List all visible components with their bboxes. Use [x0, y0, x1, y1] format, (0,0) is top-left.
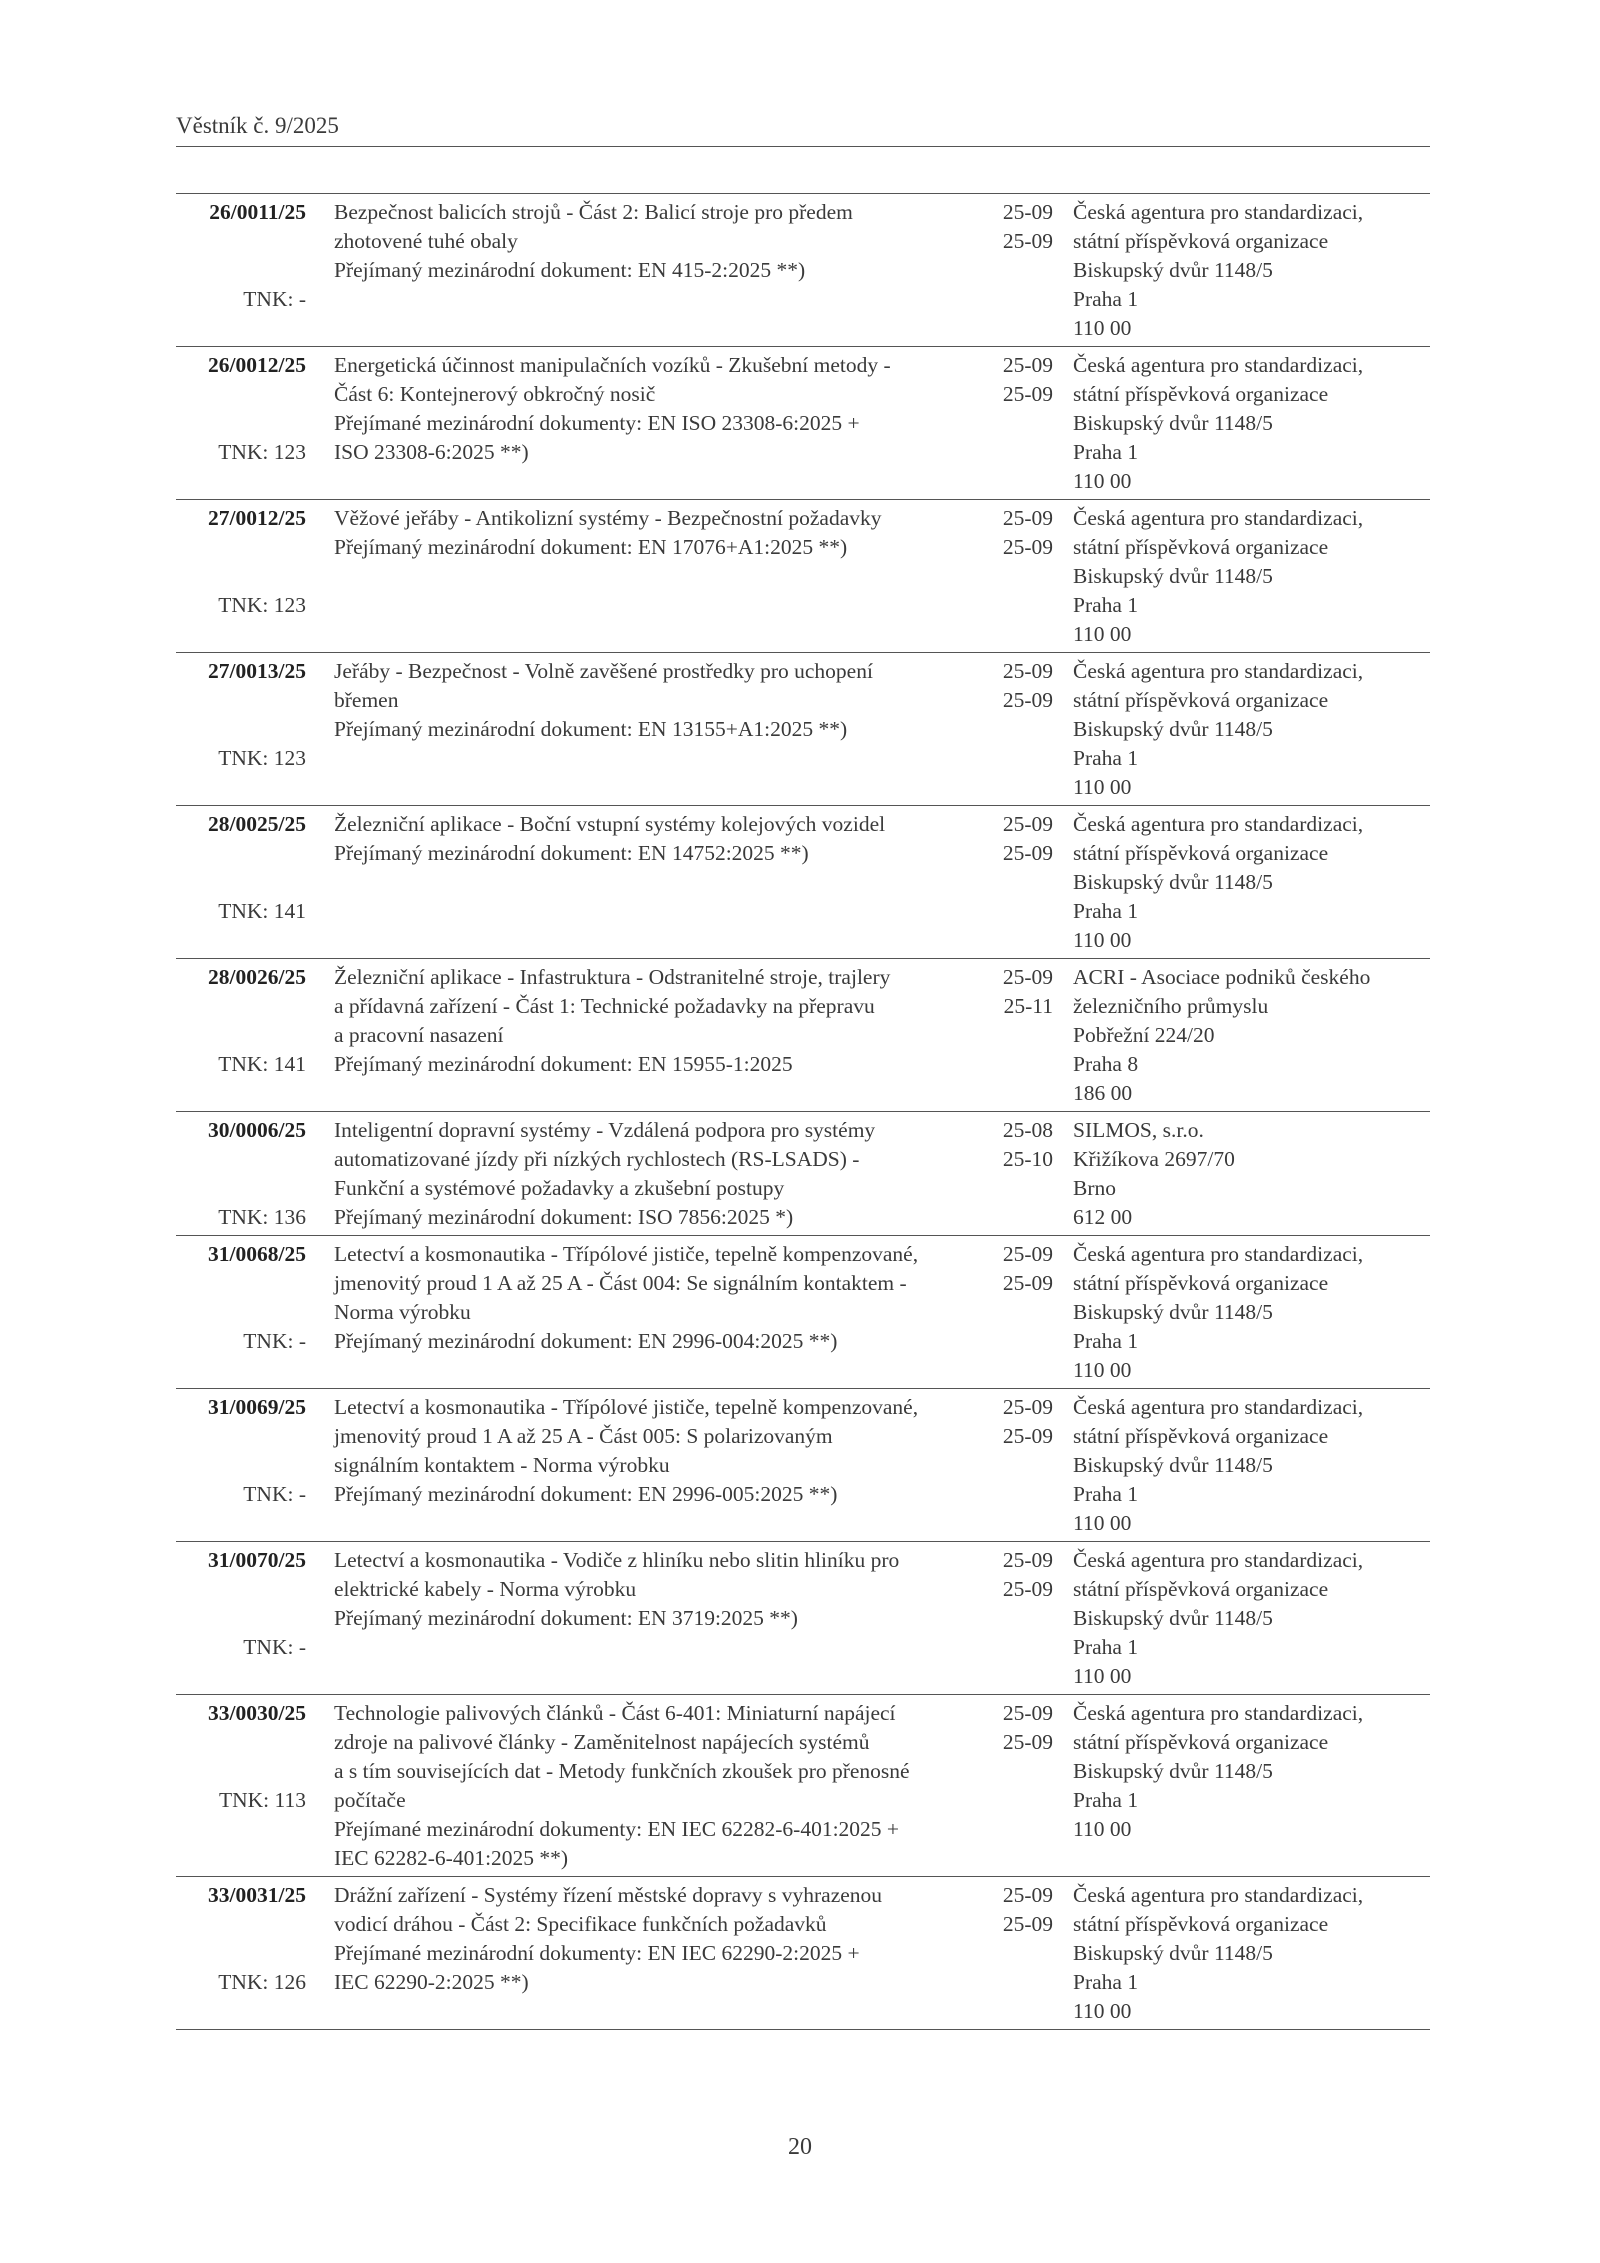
entry-title-line: Železniční aplikace - Boční vstupní systémy kolejových vozidel [334, 812, 886, 836]
entry-number: 30/0006/25 [208, 1118, 306, 1142]
entry-title-line: jmenovitý proud 1 A až 25 A - Část 004: Se signálním kontaktem - [334, 1271, 907, 1295]
entry-date: 25-09 [1002, 1730, 1053, 1754]
entry-organization-cell [1053, 198, 1430, 343]
entry-organization-cell [1053, 657, 1430, 802]
entry-date: 25-09 [1002, 535, 1053, 559]
entry-title-line: signálním kontaktem - Norma výrobku [334, 1453, 670, 1477]
entry-title-line: Letectví a kosmonautika - Třípólové jističe, tepelně kompenzované, [334, 1242, 919, 1266]
entry-date: 25-09 [1002, 1912, 1053, 1936]
table-row [176, 959, 1430, 1112]
entry-title-cell [306, 1240, 978, 1385]
entry-organization-line: státní příspěvková organizace [1073, 1424, 1329, 1448]
entry-title-line: elektrické kabely - Norma výrobku [334, 1577, 637, 1601]
entry-title-line: a přídavná zařízení - Část 1: Technické požadavky na přepravu [334, 994, 875, 1018]
entry-title-line: Přejímaný mezinárodní dokument: EN 14752:2025 **) [334, 841, 809, 865]
table-row [176, 1389, 1430, 1542]
entry-organization-line: Česká agentura pro standardizaci, [1073, 1701, 1364, 1725]
table-row [176, 1236, 1430, 1389]
entry-organization-line: Křižíkova 2697/70 [1073, 1147, 1235, 1171]
entry-organization-line: 186 00 [1073, 1081, 1133, 1105]
entry-dates-cell [978, 1116, 1053, 1232]
entry-title-line: Přejímaný mezinárodní dokument: EN 17076+A1:2025 **) [334, 535, 848, 559]
entry-organization-line: státní příspěvková organizace [1073, 1577, 1329, 1601]
entry-organization-line: Biskupský dvůr 1148/5 [1073, 870, 1273, 894]
entry-title-line: Část 6: Kontejnerový obkročný nosič [334, 382, 656, 406]
entry-dates-cell [978, 504, 1053, 649]
entry-title-line: Přejímané mezinárodní dokumenty: EN IEC 62290-2:2025 + [334, 1941, 860, 1965]
entry-organization-line: Praha 1 [1073, 1482, 1139, 1506]
entry-title-line: Přejímané mezinárodní dokumenty: EN ISO 23308-6:2025 + [334, 411, 860, 435]
entry-title-line: Přejímaný mezinárodní dokument: EN 13155+A1:2025 **) [334, 717, 848, 741]
entry-id-cell [176, 1393, 306, 1538]
entry-organization-line: 110 00 [1073, 928, 1132, 952]
entry-title-line: vodicí dráhou - Část 2: Specifikace funkčních požadavků [334, 1912, 827, 1936]
entry-dates-cell [978, 1240, 1053, 1385]
entry-organization-line: Biskupský dvůr 1148/5 [1073, 1453, 1273, 1477]
entry-date: 25-09 [1002, 353, 1053, 377]
entry-number: 27/0013/25 [208, 659, 306, 683]
entry-number: 28/0025/25 [208, 812, 306, 836]
entry-title-line: IEC 62282-6-401:2025 **) [334, 1846, 569, 1870]
entry-date: 25-09 [1002, 965, 1053, 989]
table-row [176, 1112, 1430, 1236]
entry-organization-line: Česká agentura pro standardizaci, [1073, 506, 1364, 530]
entry-date: 25-09 [1002, 1577, 1053, 1601]
entry-organization-line: 110 00 [1073, 316, 1132, 340]
table-row [176, 500, 1430, 653]
entry-tnk: TNK: 141 [218, 1052, 306, 1076]
entry-number: 31/0069/25 [208, 1395, 306, 1419]
entry-title-line: Přejímaný mezinárodní dokument: EN 415-2:2025 **) [334, 258, 806, 282]
entry-date: 25-09 [1002, 382, 1053, 406]
entry-organization-line: Česká agentura pro standardizaci, [1073, 1242, 1364, 1266]
entry-title-line: Technologie palivových článků - Část 6-401: Miniaturní napájecí [334, 1701, 896, 1725]
entry-title-line: Bezpečnost balicích strojů - Část 2: Balicí stroje pro předem [334, 200, 853, 224]
table-row [176, 194, 1430, 347]
entry-organization-line: Biskupský dvůr 1148/5 [1073, 717, 1273, 741]
entry-tnk: TNK: 113 [219, 1788, 306, 1812]
entry-organization-line: Česká agentura pro standardizaci, [1073, 812, 1364, 836]
entry-title-line: Funkční a systémové požadavky a zkušební postupy [334, 1176, 785, 1200]
entry-title-line: Jeřáby - Bezpečnost - Volně zavěšené prostředky pro uchopení [334, 659, 873, 683]
entry-organization-line: Praha 1 [1073, 746, 1139, 770]
entry-id-cell [176, 1881, 306, 2026]
table-row [176, 653, 1430, 806]
entry-dates-cell [978, 963, 1053, 1108]
entry-organization-line: 110 00 [1073, 1999, 1132, 2023]
entry-organization-line: státní příspěvková organizace [1073, 1912, 1329, 1936]
entry-title-cell [306, 1881, 978, 2026]
entry-organization-line: Praha 1 [1073, 1970, 1139, 1994]
entry-title-line: Letectví a kosmonautika - Třípólové jističe, tepelně kompenzované, [334, 1395, 919, 1419]
entry-organization-cell [1053, 1393, 1430, 1538]
table-row [176, 347, 1430, 500]
entry-title-cell [306, 963, 978, 1108]
entry-tnk: TNK: - [243, 1635, 306, 1659]
entry-title-cell [306, 504, 978, 649]
entry-organization-cell [1053, 1546, 1430, 1691]
entry-organization-line: Česká agentura pro standardizaci, [1073, 200, 1364, 224]
entry-organization-cell [1053, 1881, 1430, 2026]
table-row [176, 1695, 1430, 1877]
entry-date: 25-09 [1002, 841, 1053, 865]
entry-date: 25-09 [1002, 229, 1053, 253]
entry-organization-line: Praha 1 [1073, 1635, 1139, 1659]
entry-organization-line: Biskupský dvůr 1148/5 [1073, 1606, 1273, 1630]
entry-organization-line: Biskupský dvůr 1148/5 [1073, 1759, 1273, 1783]
entry-tnk: TNK: - [243, 1482, 306, 1506]
entry-organization-line: Česká agentura pro standardizaci, [1073, 659, 1364, 683]
entry-organization-line: Česká agentura pro standardizaci, [1073, 1883, 1364, 1907]
entry-organization-line: 110 00 [1073, 469, 1132, 493]
entry-organization-line: Praha 8 [1073, 1052, 1139, 1076]
entry-title-line: zdroje na palivové články - Zaměnitelnost napájecích systémů [334, 1730, 870, 1754]
entry-organization-line: státní příspěvková organizace [1073, 535, 1329, 559]
entry-organization-line: Praha 1 [1073, 593, 1139, 617]
entry-number: 26/0011/25 [209, 200, 306, 224]
entry-organization-line: 110 00 [1073, 622, 1132, 646]
entry-organization-line: železničního průmyslu [1073, 994, 1269, 1018]
entry-organization-cell [1053, 1240, 1430, 1385]
entry-date: 25-10 [1002, 1147, 1053, 1171]
entry-title-line: zhotovené tuhé obaly [334, 229, 518, 253]
entry-organization-line: státní příspěvková organizace [1073, 229, 1329, 253]
entry-id-cell [176, 963, 306, 1108]
page-header: Věstník č. 9/2025 [176, 112, 1430, 147]
entry-dates-cell [978, 810, 1053, 955]
entry-number: 31/0070/25 [208, 1548, 306, 1572]
entry-organization-line: Biskupský dvůr 1148/5 [1073, 258, 1273, 282]
entry-organization-line: Praha 1 [1073, 1329, 1139, 1353]
entry-title-line: Inteligentní dopravní systémy - Vzdálená podpora pro systémy [334, 1118, 876, 1142]
entry-organization-line: 110 00 [1073, 1358, 1132, 1382]
entry-date: 25-09 [1002, 1883, 1053, 1907]
entry-title-cell [306, 657, 978, 802]
entry-id-cell [176, 198, 306, 343]
entry-tnk: TNK: 141 [218, 899, 306, 923]
entry-title-line: Přejímaný mezinárodní dokument: EN 3719:2025 **) [334, 1606, 798, 1630]
entry-tnk: TNK: 123 [218, 440, 306, 464]
entry-date: 25-09 [1002, 812, 1053, 836]
entry-number: 33/0030/25 [208, 1701, 306, 1725]
entry-date: 25-09 [1002, 1548, 1053, 1572]
entry-title-cell [306, 810, 978, 955]
entry-organization-line: Praha 1 [1073, 899, 1139, 923]
entry-organization-cell [1053, 1699, 1430, 1873]
entry-title-cell [306, 1699, 978, 1873]
entry-dates-cell [978, 1881, 1053, 2026]
entry-title-cell [306, 1116, 978, 1232]
entry-organization-line: Praha 1 [1073, 1788, 1139, 1812]
entry-date: 25-09 [1002, 1424, 1053, 1448]
entry-organization-line: 110 00 [1073, 775, 1132, 799]
entry-organization-line: Česká agentura pro standardizaci, [1073, 353, 1364, 377]
entry-number: 27/0012/25 [208, 506, 306, 530]
entry-organization-cell [1053, 810, 1430, 955]
entry-title-line: Norma výrobku [334, 1300, 471, 1324]
entry-organization-line: Biskupský dvůr 1148/5 [1073, 411, 1273, 435]
entry-id-cell [176, 1116, 306, 1232]
entry-title-line: Letectví a kosmonautika - Vodiče z hliníku nebo slitin hliníku pro [334, 1548, 900, 1572]
entry-id-cell [176, 810, 306, 955]
entry-number: 31/0068/25 [208, 1242, 306, 1266]
entry-dates-cell [978, 1393, 1053, 1538]
entry-organization-line: státní příspěvková organizace [1073, 1730, 1329, 1754]
table-row [176, 1877, 1430, 2030]
entry-dates-cell [978, 657, 1053, 802]
entry-organization-line: státní příspěvková organizace [1073, 688, 1329, 712]
table-row [176, 1542, 1430, 1695]
entry-organization-cell [1053, 504, 1430, 649]
entry-title-line: Přejímaný mezinárodní dokument: ISO 7856:2025 *) [334, 1205, 794, 1229]
entry-title-cell [306, 198, 978, 343]
entry-organization-line: Biskupský dvůr 1148/5 [1073, 1941, 1273, 1965]
entry-title-line: automatizované jízdy při nízkých rychlostech (RS-LSADS) - [334, 1147, 860, 1171]
entry-organization-line: Biskupský dvůr 1148/5 [1073, 564, 1273, 588]
entry-title-line: a s tím souvisejících dat - Metody funkčních zkoušek pro přenosné [334, 1759, 910, 1783]
entry-title-line: ISO 23308-6:2025 **) [334, 440, 529, 464]
entry-tnk: TNK: - [243, 287, 306, 311]
entry-date: 25-09 [1002, 1395, 1053, 1419]
entry-organization-line: 110 00 [1073, 1817, 1132, 1841]
standards-table [176, 193, 1430, 2030]
entry-title-line: Drážní zařízení - Systémy řízení městské dopravy s vyhrazenou [334, 1883, 883, 1907]
entry-title-line: Energetická účinnost manipulačních vozíků - Zkušební metody - [334, 353, 891, 377]
entry-title-line: jmenovitý proud 1 A až 25 A - Část 005: S polarizovaným [334, 1424, 833, 1448]
entry-organization-line: Praha 1 [1073, 440, 1139, 464]
entry-title-line: Přejímaný mezinárodní dokument: EN 2996-004:2025 **) [334, 1329, 838, 1353]
entry-number: 26/0012/25 [208, 353, 306, 377]
entry-organization-line: 612 00 [1073, 1205, 1133, 1229]
entry-id-cell [176, 504, 306, 649]
entry-organization-line: státní příspěvková organizace [1073, 382, 1329, 406]
entry-organization-line: ACRI - Asociace podniků českého [1073, 965, 1371, 989]
entry-title-line: Přejímaný mezinárodní dokument: EN 15955-1:2025 [334, 1052, 793, 1076]
entry-title-line: Přejímaný mezinárodní dokument: EN 2996-005:2025 **) [334, 1482, 838, 1506]
entry-title-cell [306, 1546, 978, 1691]
entry-id-cell [176, 657, 306, 802]
entry-date: 25-09 [1002, 200, 1053, 224]
entry-tnk: TNK: 123 [218, 593, 306, 617]
entry-organization-line: Brno [1073, 1176, 1116, 1200]
entry-organization-cell [1053, 1116, 1430, 1232]
entry-organization-line: SILMOS, s.r.o. [1073, 1118, 1204, 1142]
entry-organization-line: Biskupský dvůr 1148/5 [1073, 1300, 1273, 1324]
entry-tnk: TNK: 123 [218, 746, 306, 770]
entry-id-cell [176, 351, 306, 496]
entry-organization-cell [1053, 963, 1430, 1108]
page-number: 20 [788, 2134, 812, 2160]
entry-title-line: IEC 62290-2:2025 **) [334, 1970, 529, 1994]
entry-title-cell [306, 351, 978, 496]
entry-dates-cell [978, 351, 1053, 496]
entry-organization-line: Praha 1 [1073, 287, 1139, 311]
entry-organization-line: Pobřežní 224/20 [1073, 1023, 1215, 1047]
entry-tnk: TNK: - [243, 1329, 306, 1353]
entry-title-line: břemen [334, 688, 399, 712]
entry-tnk: TNK: 126 [218, 1970, 306, 1994]
entry-number: 28/0026/25 [208, 965, 306, 989]
entry-title-line: Železniční aplikace - Infastruktura - Odstranitelné stroje, trajlery [334, 965, 891, 989]
entry-date: 25-11 [1003, 994, 1053, 1018]
entry-organization-line: státní příspěvková organizace [1073, 841, 1329, 865]
entry-id-cell [176, 1240, 306, 1385]
entry-title-cell [306, 1393, 978, 1538]
entry-date: 25-09 [1002, 688, 1053, 712]
table-row [176, 806, 1430, 959]
entry-tnk: TNK: 136 [218, 1205, 306, 1229]
entry-number: 33/0031/25 [208, 1883, 306, 1907]
entry-organization-line: Česká agentura pro standardizaci, [1073, 1548, 1364, 1572]
entry-title-line: Přejímané mezinárodní dokumenty: EN IEC 62282-6-401:2025 + [334, 1817, 900, 1841]
entry-organization-cell [1053, 351, 1430, 496]
entry-title-line: Věžové jeřáby - Antikolizní systémy - Bezpečnostní požadavky [334, 506, 882, 530]
entry-date: 25-09 [1002, 1701, 1053, 1725]
entry-organization-line: 110 00 [1073, 1664, 1132, 1688]
entry-title-line: a pracovní nasazení [334, 1023, 504, 1047]
entry-date: 25-09 [1002, 1242, 1053, 1266]
entry-date: 25-09 [1002, 506, 1053, 530]
entry-date: 25-08 [1002, 1118, 1053, 1142]
entry-date: 25-09 [1002, 1271, 1053, 1295]
entry-organization-line: 110 00 [1073, 1511, 1132, 1535]
entry-organization-line: státní příspěvková organizace [1073, 1271, 1329, 1295]
entry-id-cell [176, 1699, 306, 1873]
entry-dates-cell [978, 1699, 1053, 1873]
entry-id-cell [176, 1546, 306, 1691]
entry-dates-cell [978, 198, 1053, 343]
entry-date: 25-09 [1002, 659, 1053, 683]
entry-organization-line: Česká agentura pro standardizaci, [1073, 1395, 1364, 1419]
entry-title-line: počítače [334, 1788, 406, 1812]
entry-dates-cell [978, 1546, 1053, 1691]
